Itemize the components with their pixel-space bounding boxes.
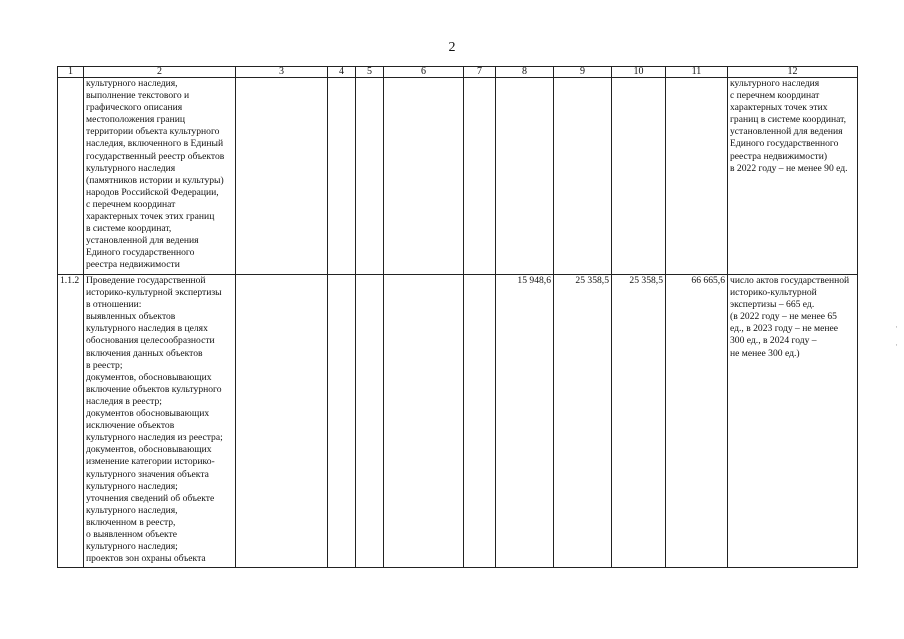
amount-cell: [554, 78, 612, 275]
header-cell: 10: [612, 67, 666, 78]
table-row: [58, 78, 858, 275]
header-cell: 1: [58, 67, 84, 78]
header-cell: 7: [464, 67, 496, 78]
amount-cell: [612, 78, 666, 275]
program-table: [57, 66, 858, 568]
table-cell: [328, 275, 356, 568]
header-cell: 12: [728, 67, 858, 78]
table-row: [58, 275, 858, 568]
table-cell: [356, 275, 384, 568]
scan-edge-mark: ·: [895, 340, 898, 350]
amount-cell: 66 665,6: [666, 275, 728, 568]
table-cell: [236, 275, 328, 568]
header-cell: 5: [356, 67, 384, 78]
header-cell: 4: [328, 67, 356, 78]
header-cell: 11: [666, 67, 728, 78]
table-cell: [464, 275, 496, 568]
table-cell: [384, 78, 464, 275]
header-cell: 3: [236, 67, 328, 78]
item-number: [58, 78, 84, 275]
header-cell: 9: [554, 67, 612, 78]
amount-cell: [666, 78, 728, 275]
header-row: [58, 67, 858, 78]
indicator-cell: число актов государственной историко-культурной экспертизы – 665 ед. (в 2022 году – не менее 65 ед., в 2023 году – не менее 300 ед., в 2024 году – не менее 300 ед.): [728, 275, 858, 568]
table-cell: [328, 78, 356, 275]
indicator-cell: культурного наследия с перечнем координат характерных точек этих границ в системе координат, установленной для ведения Единого государственного реестра недвижимости) в 2022 году – не менее 90 ед.: [728, 78, 858, 275]
item-number: 1.1.2: [58, 275, 84, 568]
amount-cell: 15 948,6: [496, 275, 554, 568]
header-cell: 2: [84, 67, 236, 78]
table-cell: [384, 275, 464, 568]
table-cell: [464, 78, 496, 275]
header-cell: 8: [496, 67, 554, 78]
item-description: Проведение государственной историко-культурной экспертизы в отношении: выявленных объектов культурного наследия в целях обоснования целесообразности включения данных объектов в реестр; документов, обосновывающих включение объектов культурного наследия в реестр; документов обосновывающих исключение объектов культурного наследия из реестра; документов, обосновывающих изменение категории историко- культурного значения объекта культурного наследия; уточнения сведений об объекте культурного наследия, включенном в реестр, о выявленном объекте культурного наследия; проектов зон охраны объекта: [84, 275, 236, 568]
amount-cell: 25 358,5: [612, 275, 666, 568]
amount-cell: 25 358,5: [554, 275, 612, 568]
table-cell: [236, 78, 328, 275]
table-cell: [356, 78, 384, 275]
header-cell: 6: [384, 67, 464, 78]
amount-cell: [496, 78, 554, 275]
page-number: 2: [448, 40, 456, 55]
item-description: культурного наследия, выполнение текстового и графического описания местоположения границ территории объекта культурного наследия, включенного в Единый государственный реестр объектов культурного наследия (памятников истории и культуры) народов Российской Федерации, с перечнем координат характерных точек этих границ в системе координат, установленной для ведения Единого государственного реестра недвижимости: [84, 78, 236, 275]
scan-edge-mark: ·: [895, 322, 898, 332]
